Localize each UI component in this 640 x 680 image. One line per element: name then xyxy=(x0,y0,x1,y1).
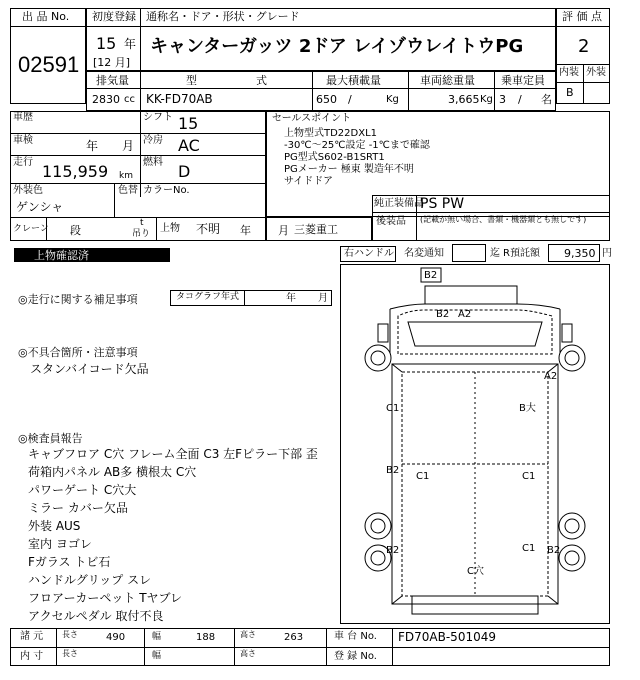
inner-height-label: 高さ xyxy=(240,649,256,658)
first-reg-label: 初度登録 xyxy=(92,10,136,23)
width-label: 幅 xyxy=(152,632,162,642)
slash-1: / xyxy=(348,93,352,106)
crane-stage: 段 xyxy=(70,224,81,237)
equipment-value: PS PW xyxy=(420,196,465,212)
lot-number: 02591 xyxy=(18,52,80,77)
deadline-label: 迄 xyxy=(490,248,500,259)
inspector-line: 外装 AUS xyxy=(28,519,81,533)
defect-line: スタンバイコード欠品 xyxy=(30,362,149,376)
inspector-line: フロアーカーペット Tヤブレ xyxy=(28,591,183,605)
shaken-label: 車検 xyxy=(13,135,33,146)
gross-weight: 3,665 xyxy=(448,93,480,106)
inspector-line: 室内 ヨゴレ xyxy=(28,537,92,551)
body-label: 上物 xyxy=(160,223,180,234)
mileage-label: 走行 xyxy=(13,157,33,168)
sales-point-line: PGメーカー 極東 製造年不明 xyxy=(284,164,414,175)
score-value: 2 xyxy=(578,36,590,57)
height-value: 263 xyxy=(284,632,304,643)
model-label: 通称名・ドア・形状・グレード xyxy=(146,10,300,23)
dims-label: 諸 元 xyxy=(20,631,44,642)
mileage-value: 115,959 xyxy=(42,162,109,181)
damage-mark: B2 xyxy=(547,545,561,556)
name-change-box xyxy=(452,244,486,262)
score-label: 評 価 点 xyxy=(562,10,602,23)
inner-width-label: 幅 xyxy=(152,651,162,661)
lot-label: 出 品 No. xyxy=(22,10,70,23)
color-no-label: 色替 xyxy=(118,185,138,196)
sales-point-line: 上物型式TD22DXL1 xyxy=(284,128,378,139)
chassis-label: 車 台 No. xyxy=(334,631,377,642)
shaken-year: 年 xyxy=(86,139,99,153)
crane-t: t xyxy=(140,218,144,228)
exterior-label: 外装 xyxy=(586,67,606,78)
r-tax-value: 9,350 xyxy=(564,247,596,260)
color-code-label: カラーNo. xyxy=(143,185,190,196)
inspector-line: Fガラス トビ石 xyxy=(28,555,111,569)
damage-mark: C1 xyxy=(386,403,400,414)
damage-mark: B2 xyxy=(436,309,450,320)
model-code-label2: 式 xyxy=(256,74,267,87)
r-tax-label: R預託額 xyxy=(503,248,540,259)
reg-month: [12 月] xyxy=(93,56,131,69)
body-month: 月 xyxy=(278,224,289,237)
interior-grade: B xyxy=(566,86,574,99)
max-load-label: 最大積載量 xyxy=(326,74,381,87)
displacement-label: 排気量 xyxy=(96,74,129,87)
damage-mark: B2 xyxy=(386,465,400,476)
inspector-line: ハンドルグリップ スレ xyxy=(28,573,152,587)
driving-title: ◎走行に関する補足事項 xyxy=(18,293,138,306)
equipment-label: 純正装備品 xyxy=(374,198,424,209)
damage-mark: A2 xyxy=(544,371,558,382)
fuel-label: 燃料 xyxy=(143,157,163,168)
inspector-line: ミラー カバー欠品 xyxy=(28,501,128,515)
shift-label: シフト xyxy=(143,112,173,123)
sales-point-line: -30℃～25℃設定 -1℃まで確認 xyxy=(284,140,430,151)
gross-weight-label: 車両総重量 xyxy=(420,74,475,87)
ac-value: AC xyxy=(178,136,200,155)
max-load-unit: Kg xyxy=(386,94,399,105)
width-value: 188 xyxy=(196,632,216,643)
capacity-unit: 名 xyxy=(541,93,552,106)
defects-title: ◎不具合箇所・注意事項 xyxy=(18,346,138,359)
sales-point-line: サイドドア xyxy=(284,176,333,187)
model-code-label: 型 xyxy=(186,74,197,87)
crane-hang: 吊り xyxy=(132,229,151,239)
yen: 円 xyxy=(602,248,612,259)
crane-label: クレーン xyxy=(13,224,49,234)
name-change-label: 名変通知 xyxy=(404,248,444,259)
body-year: 年 xyxy=(240,224,251,237)
color-label: 外装色 xyxy=(13,185,43,196)
damage-mark: C1 xyxy=(522,471,536,482)
capacity-label: 乗車定員 xyxy=(501,74,545,87)
tacho-month: 月 xyxy=(318,293,328,304)
inspector-title: ◎検査員報告 xyxy=(18,432,83,445)
car-name: キャンターガッツ 2ドア レイゾウレイトウPG xyxy=(150,36,524,57)
history-label: 車歴 xyxy=(13,112,33,123)
capacity: 3 xyxy=(499,93,506,106)
inner-length-label: 長さ xyxy=(62,649,78,658)
damage-mark: B2 xyxy=(386,545,400,556)
body-maker-unknown: 不明 xyxy=(196,222,221,236)
reg-label: 登 録 No. xyxy=(334,651,377,662)
body-maker: 三菱重工 xyxy=(294,223,338,236)
height-label: 高さ xyxy=(240,630,256,639)
inspector-line: アクセルペダル 取付不良 xyxy=(28,609,164,623)
model-code: KK-FD70AB xyxy=(146,92,213,106)
body-check-title: 上物確認済 xyxy=(34,249,89,262)
chassis-value: FD70AB-501049 xyxy=(398,630,496,644)
fuel-value: D xyxy=(178,162,191,181)
aftermarket-label: 後装品 xyxy=(376,216,406,227)
displacement: 2830 xyxy=(92,93,120,106)
rh-label: 右ハンドル xyxy=(344,248,394,259)
length-label: 長さ xyxy=(62,630,78,639)
interior-label: 内装 xyxy=(559,67,579,78)
damage-mark: B2 xyxy=(424,270,438,281)
damage-mark: C穴 xyxy=(467,566,484,577)
inner-label: 内 寸 xyxy=(20,651,44,662)
shaken-month: 月 xyxy=(122,139,135,153)
inspector-line: パワーゲート C穴大 xyxy=(28,483,137,497)
inspector-line: 荷箱内パネル AB多 横根太 C穴 xyxy=(28,465,197,479)
mileage-unit: km xyxy=(119,171,133,181)
max-load: 650 xyxy=(316,93,337,106)
inspector-line: キャブフロア C穴 フレーム全面 C3 左Fピラー下部 歪 xyxy=(28,447,318,461)
ac-label: 冷房 xyxy=(143,135,163,146)
aftermarket-note: (記載が無い場合、書類・機器類とも無しです) xyxy=(420,215,587,224)
shift-value: 15 xyxy=(178,114,199,133)
sales-point-title: セールスポイント xyxy=(272,113,352,124)
reg-year: 15 xyxy=(96,34,117,53)
damage-mark: A2 xyxy=(458,309,472,320)
reg-year-unit: 年 xyxy=(124,37,137,51)
damage-mark: B大 xyxy=(519,403,536,414)
length-value: 490 xyxy=(106,632,126,643)
color-value: ゲンシャ xyxy=(16,200,64,214)
tacho-year: 年 xyxy=(286,293,296,304)
gross-weight-unit: Kg xyxy=(480,94,493,105)
damage-mark: C1 xyxy=(416,471,430,482)
sales-point-line: PG型式S602-B1SRT1 xyxy=(284,152,385,163)
slash-2: / xyxy=(518,93,522,106)
damage-mark: C1 xyxy=(522,543,536,554)
displacement-unit: cc xyxy=(124,94,135,105)
tacho-label: タコグラフ年式 xyxy=(176,292,240,302)
